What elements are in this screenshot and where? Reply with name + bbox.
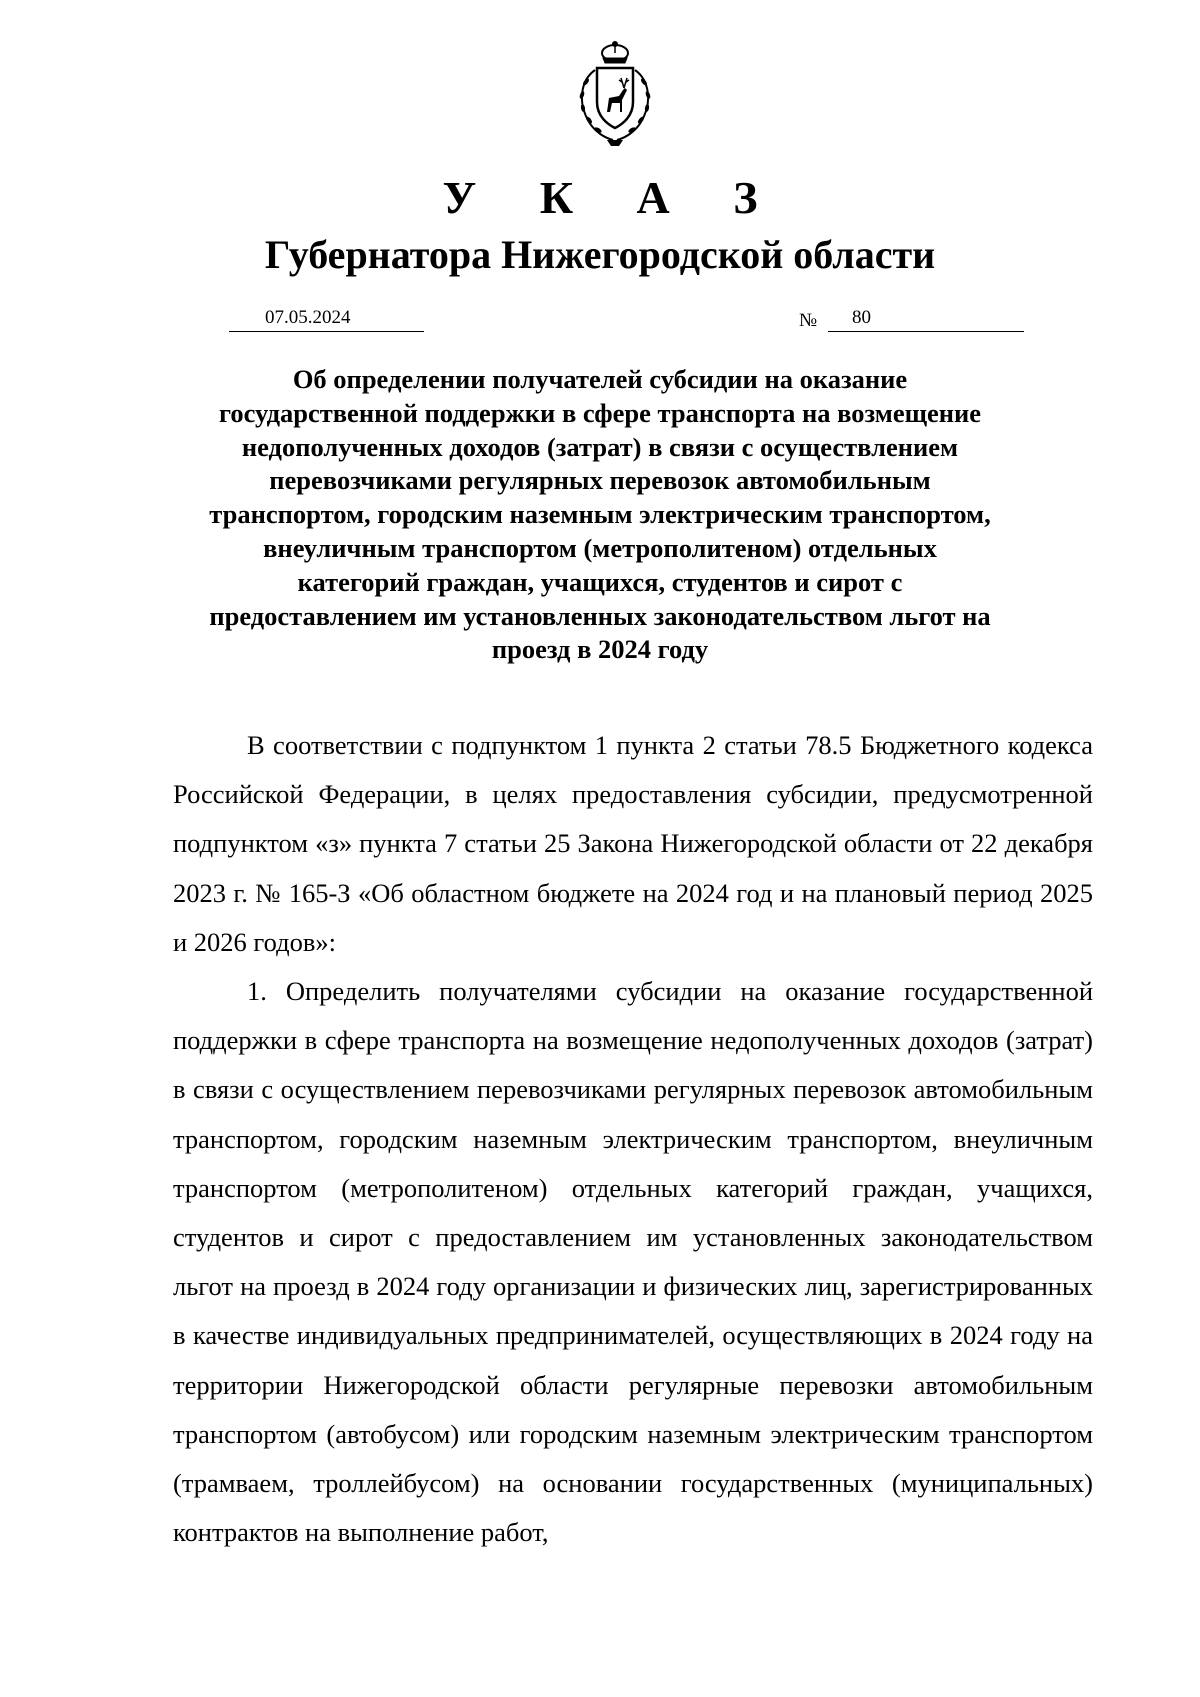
number-value: 80	[852, 307, 871, 328]
document-type-title: У К А З	[442, 172, 784, 223]
date-field	[229, 305, 424, 332]
issuer-title: Губернатора Нижегородской области	[264, 232, 936, 277]
item-1-paragraph: 1. Определить получателями субсидии на оказание государственной поддержки в сфере транспорта на возмещение недополученных доходов (затрат) в связи с осуществлением перевозчиками регулярных перевозок автомобильным транспортом, городским наземным электрическим транспортом, внеуличным транспортом (метрополитеном) отдельных категорий граждан, учащихся, студентов и сирот с предоставлением им установленных законодательством льгот на проезд в 2024 году организации и физических лиц, зарегистрированных в качестве индивидуальных предпринимателей, осуществляющих в 2024 году на территории Нижегородской области регулярные перевозки автомобильным транспортом (автобусом) или городским наземным электрическим транспортом (трамваем, троллейбусом) на основании государственных (муниципальных) контрактов на выполнение работ,	[173, 976, 1093, 1548]
decree-body	[173, 721, 1093, 1557]
number-field	[828, 305, 1024, 332]
number-sign: №	[799, 310, 818, 331]
decree-subject: Об определении получателей субсидии на оказание государственной поддержки в сфере транспорта на возмещение недополученных доходов (затрат) в связи с осуществлением перевозчиками регулярных перевозок автомобильным транспортом, городским наземным электрическим транспортом, внеуличным транспортом (метрополитеном) отдельных категорий граждан, учащихся, студентов и сирот с предоставлением им установленных законодательством льгот на проезд в 2024 году	[209, 364, 991, 665]
coat-of-arms-icon	[567, 40, 663, 150]
date-value: 07.05.2024	[265, 307, 351, 328]
preamble-paragraph: В соответствии с подпунктом 1 пункта 2 статьи 78.5 Бюджетного кодекса Российской Федерации, в целях предоставления субсидии, предусмотренной подпунктом «з» пункта 7 статьи 25 Закона Нижегородской области от 22 декабря 2023 г. № 165-З «Об областном бюджете на 2024 год и на плановый период 2025 и 2026 годов»:	[173, 730, 1093, 957]
